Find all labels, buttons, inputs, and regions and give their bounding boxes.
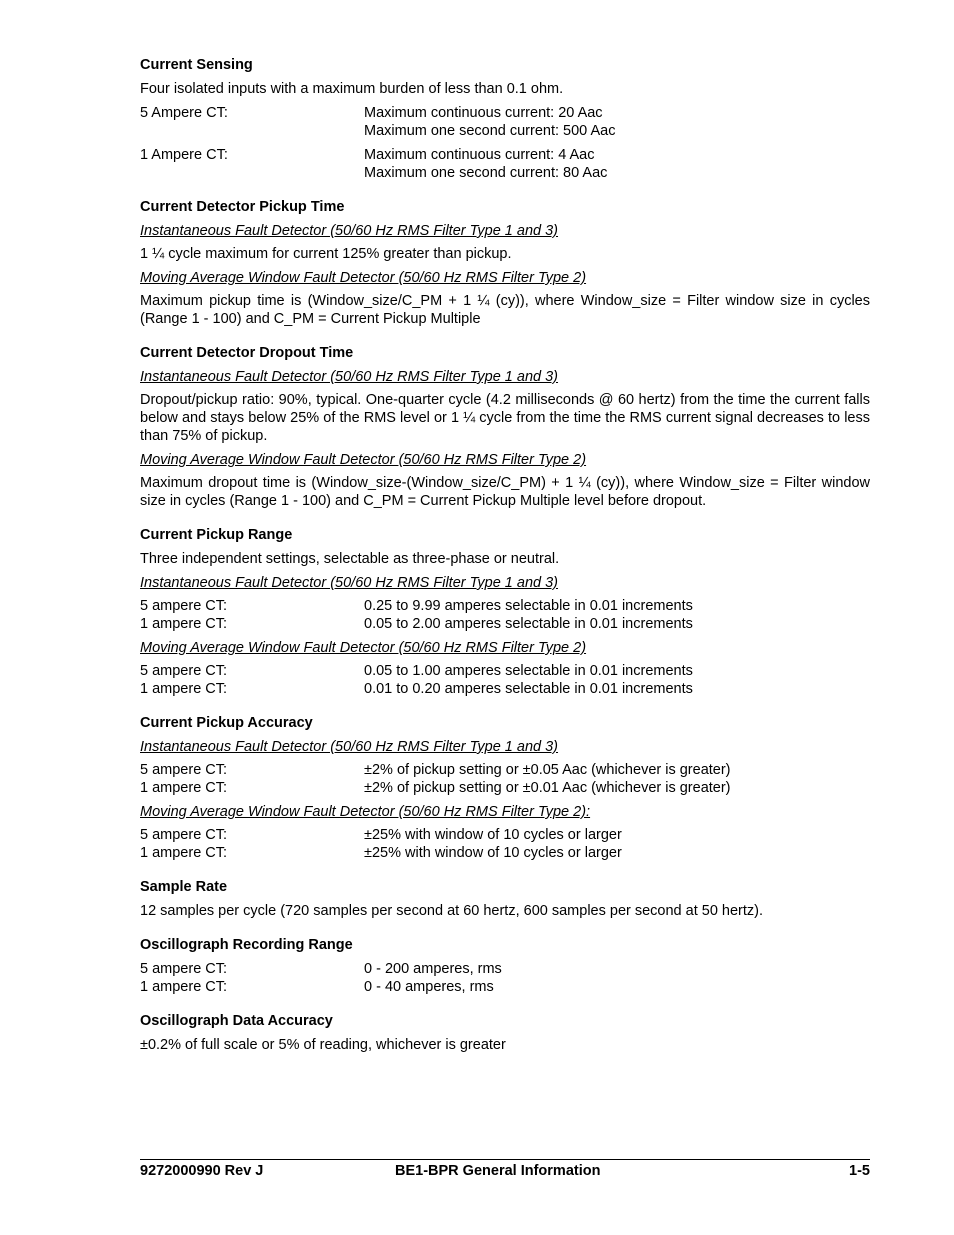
spec-label: 1 ampere CT: [140,979,228,995]
section-heading: Sample Rate [140,879,228,895]
spec-label: 1 Ampere CT: [140,147,228,163]
spec-row [140,960,870,978]
paragraph: Maximum pickup time is (Window_size/C_PM + 1 ¼ (cy)), where Window_size = Filter window size in cycles (Range 1 - 100) and C_PM = Current Pickup Multiple [140,293,870,327]
spec-row [140,104,870,140]
spec-row [140,680,870,698]
spec-value-line: Maximum continuous current: 20 Aac [364,105,603,121]
paragraph: ±0.2% of full scale or 5% of reading, whichever is greater [140,1037,506,1053]
spec-value: 0.05 to 2.00 amperes selectable in 0.01 increments [364,616,693,632]
section-current-sensing [140,56,870,182]
spec-label: 5 ampere CT: [140,762,228,778]
section-heading: Current Pickup Accuracy [140,715,313,731]
section-heading: Current Sensing [140,57,253,73]
paragraph: Maximum dropout time is (Window_size-(Window_size/C_PM) + 1 ¼ (cy)), where Window_size = Filter window size in cycles (Range 1 - 100) and C_PM = Current Pickup Multiple level before dropout. [140,475,870,509]
spec-value [364,146,870,182]
footer-title: BE1-BPR General Information [395,1163,601,1179]
subheading: Instantaneous Fault Detector (50/60 Hz RMS Filter Type 1 and 3) [140,739,559,755]
spec-value-line: Maximum one second current: 80 Aac [364,165,608,181]
section-heading: Oscillograph Recording Range [140,937,353,953]
paragraph: Dropout/pickup ratio: 90%, typical. One-quarter cycle (4.2 milliseconds @ 60 hertz) from the time the current falls below and stays below 25% of the RMS level or 1 ¼ cycle from the time the RMS current signal decreases to less than 75% of pickup. [140,392,870,444]
subheading: Moving Average Window Fault Detector (50/60 Hz RMS Filter Type 2) [140,452,587,468]
spec-value: 0 - 200 amperes, rms [364,961,502,977]
spec-label: 5 ampere CT: [140,827,228,843]
spec-row [140,844,870,862]
section-heading: Current Pickup Range [140,527,293,543]
paragraph: 12 samples per cycle (720 samples per second at 60 hertz, 600 samples per second at 50 hertz). [140,903,764,919]
spec-label: 1 ampere CT: [140,616,228,632]
spec-label: 5 ampere CT: [140,961,228,977]
footer-doc-number: 9272000990 Rev J [140,1163,264,1179]
spec-row [140,662,870,680]
footer-page-number: 1-5 [849,1163,870,1179]
spec-row [140,779,870,797]
subheading: Instantaneous Fault Detector (50/60 Hz RMS Filter Type 1 and 3) [140,223,559,239]
section-pickup-range [140,526,870,698]
spec-row [140,978,870,996]
spec-value: ±25% with window of 10 cycles or larger [364,827,622,843]
spec-value: 0.01 to 0.20 amperes selectable in 0.01 increments [364,681,693,697]
spec-row [140,597,870,615]
page-footer [140,1159,870,1180]
subheading: Instantaneous Fault Detector (50/60 Hz RMS Filter Type 1 and 3) [140,369,559,385]
section-pickup-accuracy [140,714,870,862]
spec-label: 5 ampere CT: [140,663,228,679]
spec-value-line: Maximum continuous current: 4 Aac [364,147,595,163]
paragraph: 1 ¼ cycle maximum for current 125% greater than pickup. [140,246,512,262]
spec-row [140,615,870,633]
spec-table [140,662,870,698]
spec-value [364,104,870,140]
spec-table [140,960,870,996]
section-intro: Three independent settings, selectable as three-phase or neutral. [140,551,560,567]
spec-value: 0.25 to 9.99 amperes selectable in 0.01 increments [364,598,693,614]
spec-label: 5 Ampere CT: [140,105,228,121]
spec-row [140,146,870,182]
section-osc-range [140,936,870,996]
section-heading: Current Detector Dropout Time [140,345,354,361]
section-osc-accuracy [140,1012,870,1054]
section-heading: Current Detector Pickup Time [140,199,345,215]
spec-value: ±25% with window of 10 cycles or larger [364,845,622,861]
spec-table [140,104,870,182]
section-sample-rate [140,878,870,920]
spec-row [140,826,870,844]
spec-label: 1 ampere CT: [140,780,228,796]
spec-row [140,761,870,779]
spec-table [140,597,870,633]
spec-table [140,826,870,862]
spec-value: 0.05 to 1.00 amperes selectable in 0.01 increments [364,663,693,679]
subheading: Moving Average Window Fault Detector (50/60 Hz RMS Filter Type 2) [140,270,587,286]
subheading: Moving Average Window Fault Detector (50/60 Hz RMS Filter Type 2) [140,640,587,656]
subheading: Instantaneous Fault Detector (50/60 Hz RMS Filter Type 1 and 3) [140,575,559,591]
section-intro: Four isolated inputs with a maximum burden of less than 0.1 ohm. [140,81,564,97]
subheading: Moving Average Window Fault Detector (50/60 Hz RMS Filter Type 2): [140,804,591,820]
section-pickup-time [140,198,870,328]
spec-label: 1 ampere CT: [140,681,228,697]
document-body [140,56,870,1070]
spec-label: 5 ampere CT: [140,598,228,614]
section-dropout-time [140,344,870,510]
spec-value: ±2% of pickup setting or ±0.05 Aac (whichever is greater) [364,762,731,778]
spec-value-line: Maximum one second current: 500 Aac [364,123,616,139]
spec-table [140,761,870,797]
spec-value: ±2% of pickup setting or ±0.01 Aac (whichever is greater) [364,780,731,796]
spec-label: 1 ampere CT: [140,845,228,861]
section-heading: Oscillograph Data Accuracy [140,1013,333,1029]
spec-value: 0 - 40 amperes, rms [364,979,494,995]
